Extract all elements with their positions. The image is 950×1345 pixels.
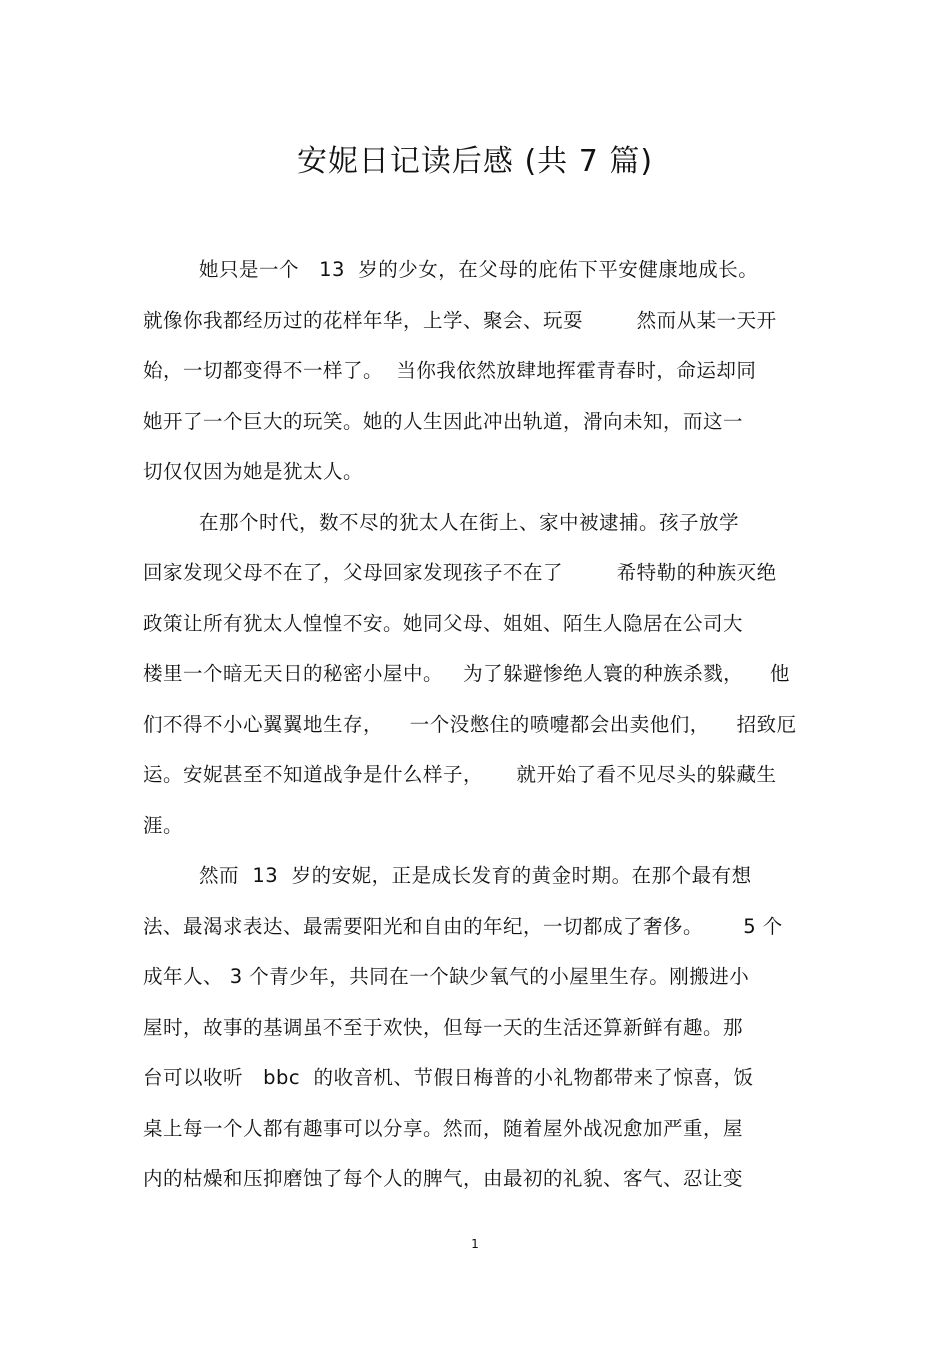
text-line: 法、最渴求表达、最需要阳光和自由的年纪，一切都成了奢侈。 5 个 [143,914,783,938]
text-line: 们不得不小心翼翼地生存， 一个没憋住的喷嚏都会出卖他们， 招致厄 [143,712,797,736]
document-title: 安妮日记读后感 (共 7 篇) [296,144,654,179]
text-line: 切仅仅因为她是犹太人。 [143,460,364,483]
text-line: 涯。 [143,813,184,837]
page-number: 1 [471,1237,479,1251]
text-line: 屋时，故事的基调虽不至于欢快，但每一天的生活还算新鲜有趣。那 [143,1015,744,1039]
text-line: 成年人、 3 个青少年，共同在一个缺少氧气的小屋里生存。刚搬进小 [143,965,750,988]
text-line: 内的枯燥和压抑磨蚀了每个人的脾气，由最初的礼貌、客气、忍让变 [143,1167,744,1190]
text-line: 台可以收听 bbc 的收音机、节假日梅普的小礼物都带来了惊喜，饭 [143,1066,754,1089]
text-line: 运。安妮甚至不知道战争是什么样子， 就开始了看不见尽头的躲藏生 [143,763,777,786]
text-line: 桌上每一个人都有趣事可以分享。然而，随着屋外战况愈加严重，屋 [143,1116,744,1140]
text-line: 就像你我都经历过的花样年华，上学、聚会、玩耍 然而从某一天开 [143,308,777,332]
text-line: 她开了一个巨大的玩笑。她的人生因此冲出轨道，滑向未知，而这一 [143,409,744,433]
text-line: 始，一切都变得不一样了。 当你我依然放肆地挥霍青春时，命运却同 [143,359,757,382]
document-body [143,248,823,1208]
text-line: 政策让所有犹太人惶惶不安。她同父母、姐姐、陌生人隐居在公司大 [143,611,744,635]
text-line: 她只是一个 13 岁的少女，在父母的庇佑下平安健康地成长。 [199,258,759,281]
text-line: 回家发现父母不在了，父母回家发现孩子不在了 希特勒的种族灭绝 [143,561,777,584]
text-line: 楼里一个暗无天日的秘密小屋中。 为了躲避惨绝人寰的种族杀戮， 他 [143,662,790,685]
text-line: 在那个时代，数不尽的犹太人在街上、家中被逮捕。孩子放学 [199,510,740,534]
text-line: 然而 13 岁的安妮，正是成长发育的黄金时期。在那个最有想 [199,864,752,887]
